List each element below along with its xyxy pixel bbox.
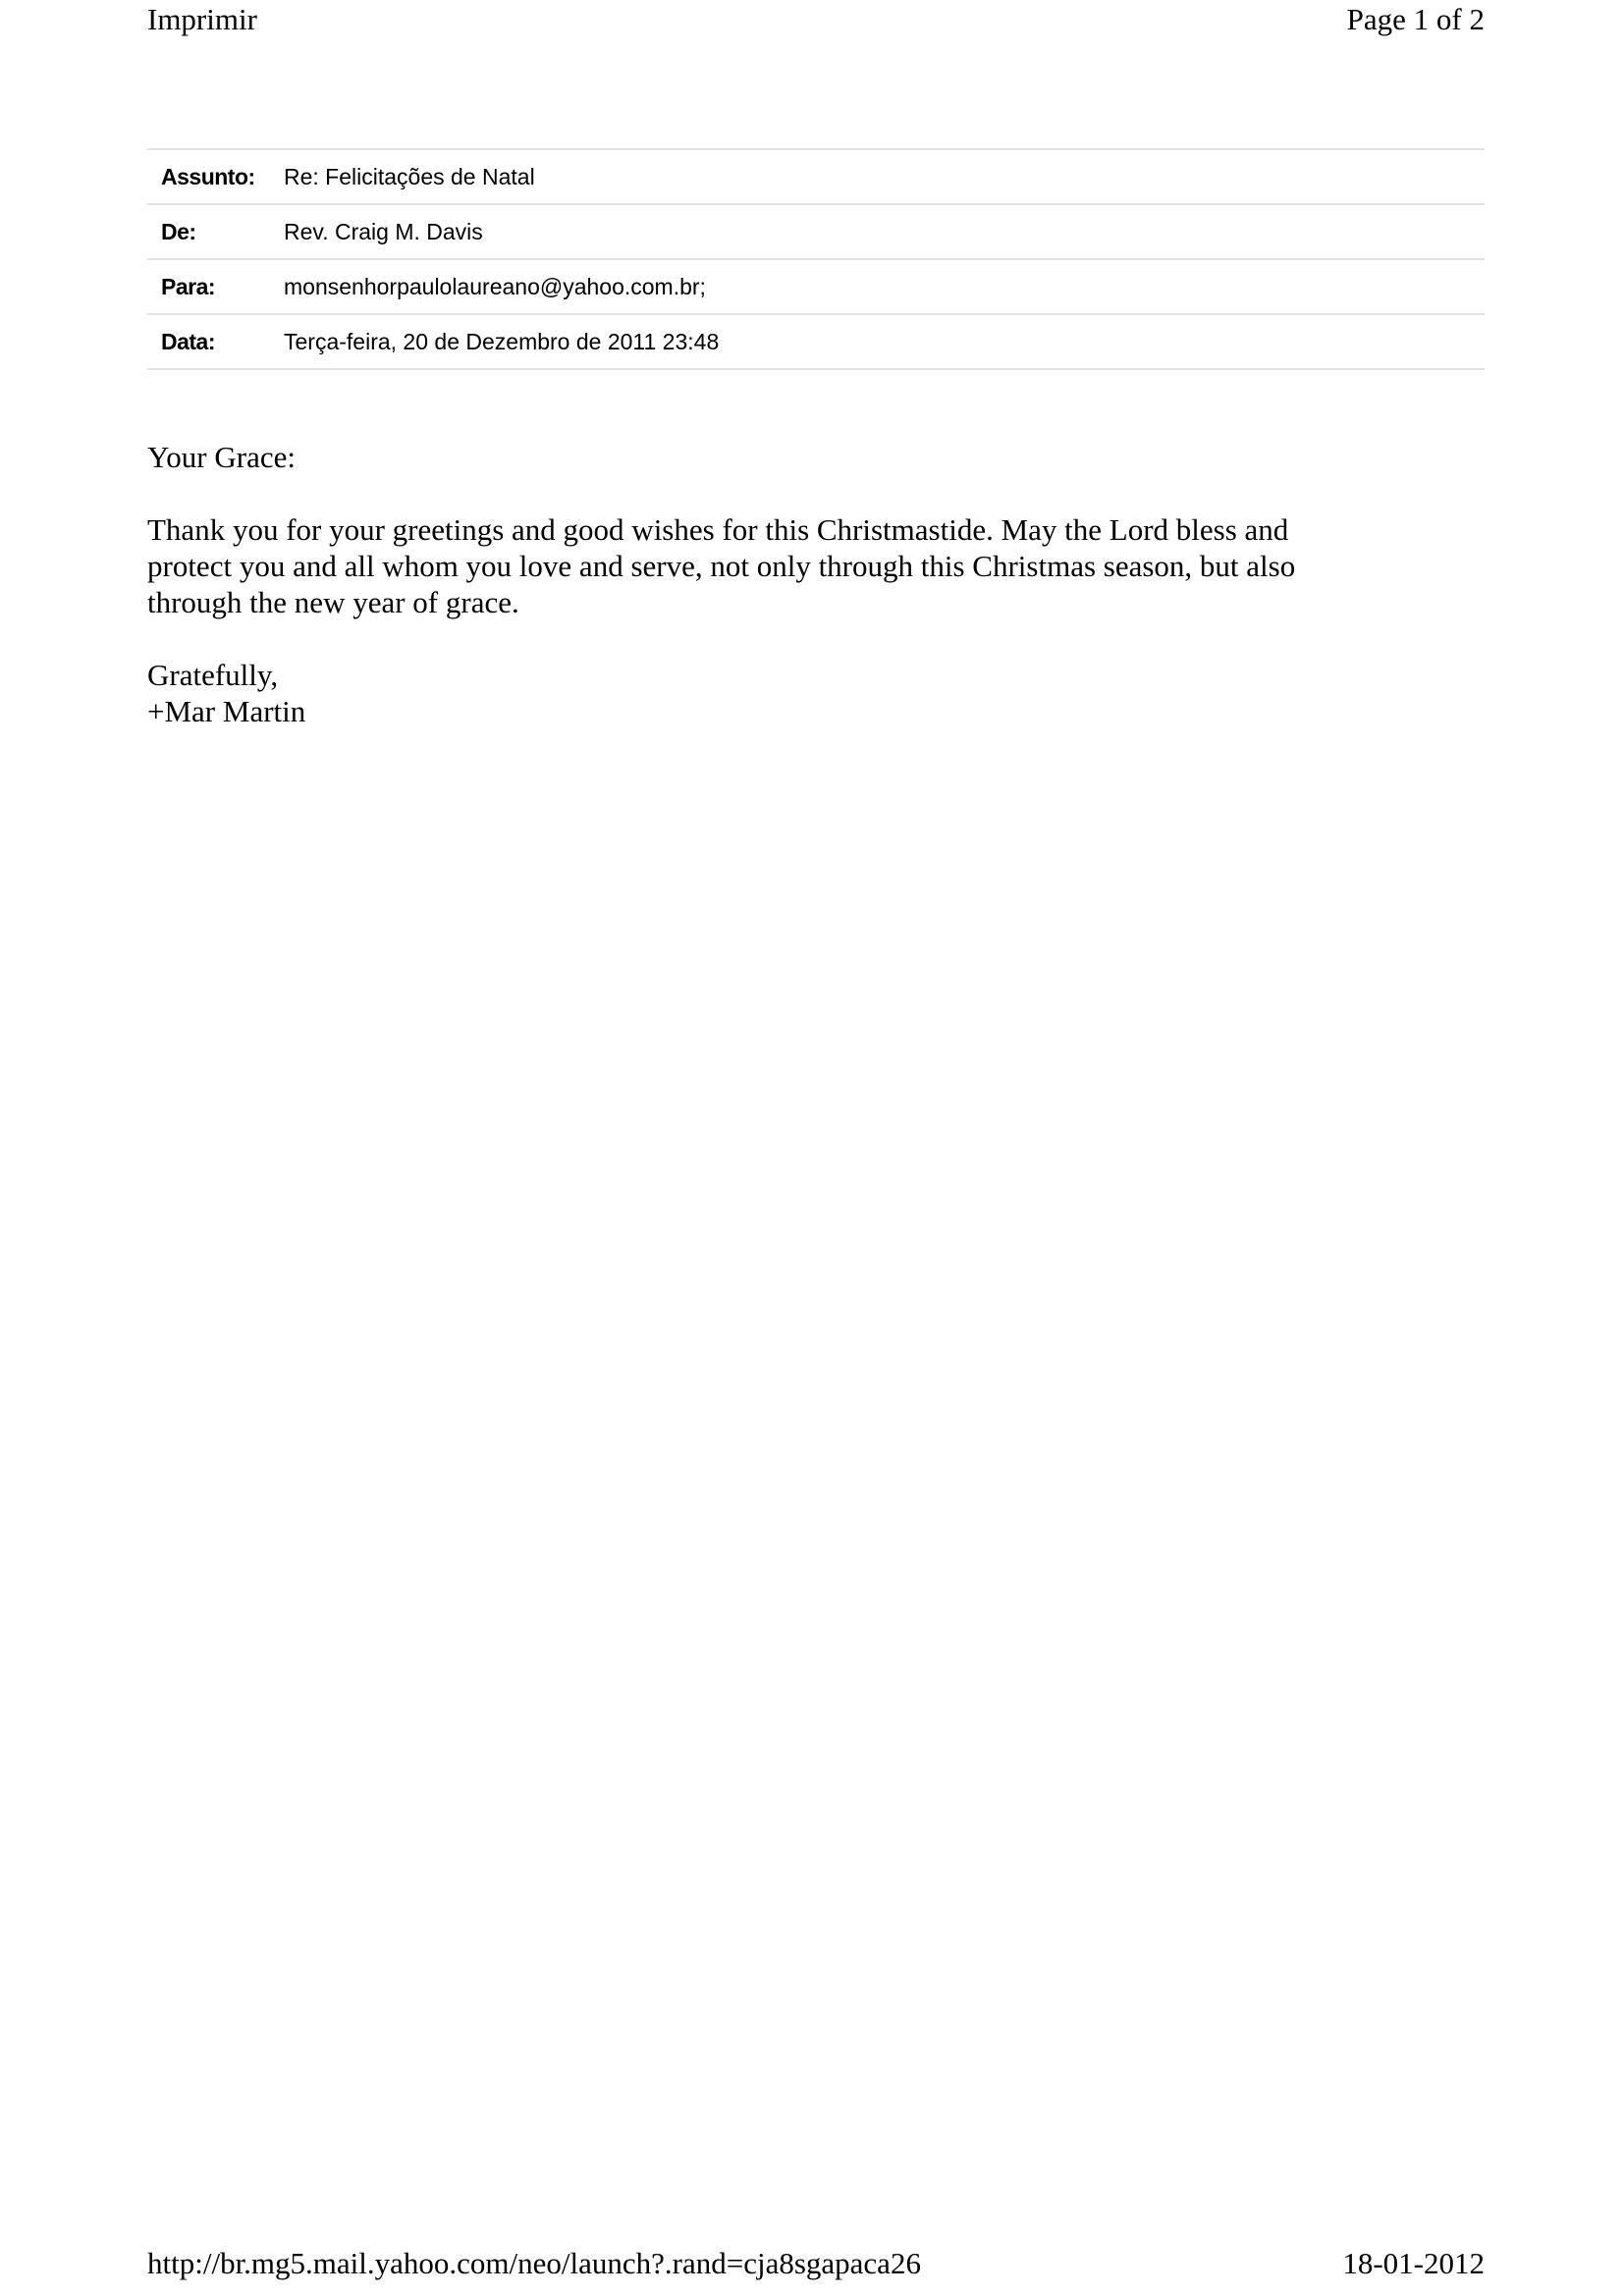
- print-header: [147, 0, 1485, 39]
- from-row: [147, 205, 1485, 260]
- from-value: Rev. Craig M. Davis: [284, 218, 483, 244]
- body-paragraph: [147, 511, 1485, 620]
- print-footer: [147, 2244, 1485, 2283]
- closing: Gratefully,: [147, 658, 279, 692]
- page-number: Page 1 of 2: [1346, 2, 1485, 36]
- body-line: protect you and all whom you love and serve, not only through this Christmas season, but also: [147, 549, 1296, 583]
- salutation: Your Grace:: [147, 440, 296, 474]
- to-row: [147, 260, 1485, 315]
- message-body: [147, 439, 1485, 729]
- body-line: through the new year of grace.: [147, 585, 519, 619]
- to-label: Para:: [161, 273, 216, 299]
- date-row: [147, 315, 1485, 370]
- date-value: Terça-feira, 20 de Dezembro de 2011 23:48: [284, 328, 720, 354]
- subject-label: Assunto:: [161, 163, 255, 189]
- body-line: Thank you for your greetings and good wishes for this Christmastide. May the Lord bless and: [147, 512, 1289, 547]
- subject-row: [147, 150, 1485, 205]
- date-label: Data:: [161, 328, 216, 354]
- source-url: http://br.mg5.mail.yahoo.com/neo/launch?.rand=cja8sgapaca26: [147, 2246, 921, 2280]
- print-header-title: Imprimir: [147, 2, 257, 36]
- subject-value: Re: Felicitações de Natal: [284, 163, 535, 189]
- email-header-table: [147, 148, 1485, 370]
- to-value: monsenhorpaulolaureano@yahoo.com.br;: [284, 273, 706, 299]
- signature: +Mar Martin: [147, 694, 306, 728]
- print-date: 18-01-2012: [1342, 2246, 1485, 2280]
- from-label: De:: [161, 218, 196, 244]
